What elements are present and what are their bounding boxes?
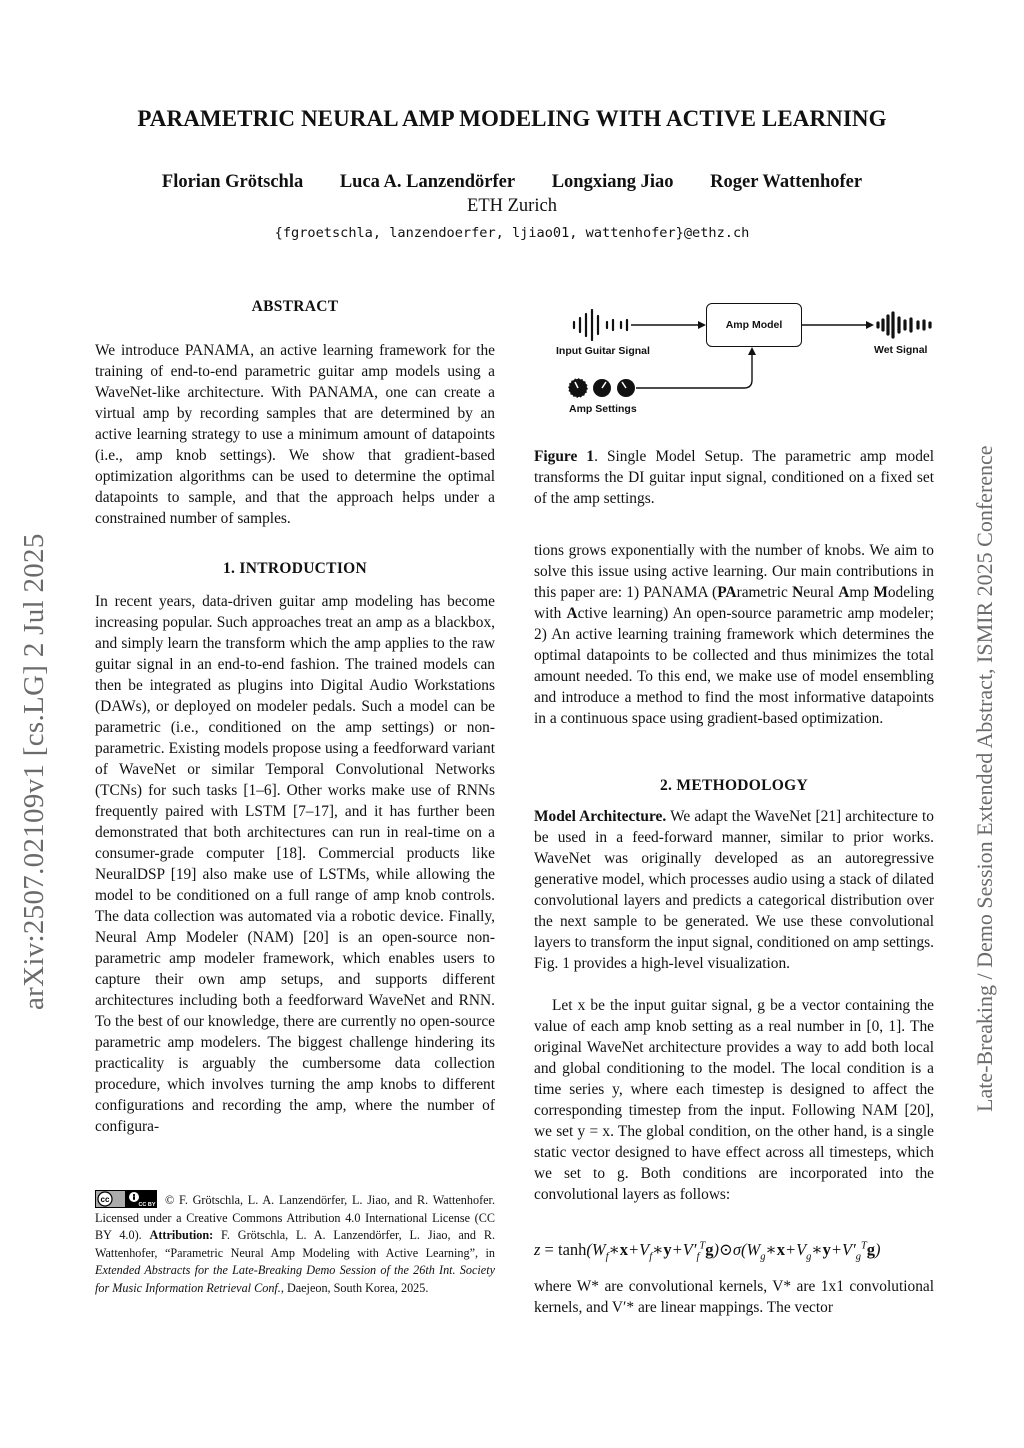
amp-knob-icons [569, 379, 635, 397]
affiliation: ETH Zurich [467, 196, 557, 216]
venue-name: Extended Abstracts for the Late-Breaking Demo Session of the 26th Int. Society for Music Information Retrieval Conf. [95, 1263, 495, 1295]
input-signal-label: Input Guitar Signal [556, 345, 650, 357]
input-waveform-icon [574, 310, 627, 340]
output-waveform-icon [878, 313, 930, 337]
attribution-label: Attribution: [149, 1228, 214, 1242]
author-name: Roger Wattenhofer [710, 172, 863, 192]
svg-text:cc: cc [100, 1195, 110, 1204]
amp-model-label: Amp Model [725, 319, 783, 331]
caption-label: Figure 1 [534, 448, 595, 465]
amp-settings-label: Amp Settings [569, 403, 637, 415]
caption-text: . Single Model Setup. The parametric amp model transforms the DI guitar input signal, conditioned on a fixed set of the amp settings. [534, 448, 935, 507]
amp-model-box [706, 303, 802, 347]
paper-title: PARAMETRIC NEURAL AMP MODELING WITH ACTIVE LEARNING [137, 106, 887, 131]
model-architecture-paragraph: Model Architecture. We adapt the WaveNet [21] architecture to be used in a feed-forward manner, similar to prior works. WaveNet was originally developed as an autoregressive generative model, which processes audio using a stack of dilated convolutional layers and predicts a categorical distribution over the next sample to be generated. We use these convolutional layers to transform the input signal, conditioned on amp settings. Fig. 1 provides a high-level visualization. [534, 808, 934, 972]
introduction-text: In recent years, data-driven guitar amp modeling has become increasing popular. Such approaches treat an amp as a blackbox, and simply learn the transform which the amp applies to the raw guitar signal in an end-to-end fashion. The trained models can then be integrated as plugins into Digital Audio Workstations (DAWs), or deployed on modeler pedals. Such a model can be parametric (i.e., conditioned on the amp settings) or non-parametric. Existing models propose using a feedforward variant of WaveNet or similar Temporal Convolutional Networks (TCNs) for such tasks [1–6]. Other works make use of RNNs frequently paired with LSTM [7–17], and it has further been demonstrated that both architectures can run in real-time on a consumer-grade computer [18]. Commercial products like NeuralDSP [19] also make use of LSTMs, while allowing the model to be conditioned on a full range of amp knob controls. The data collection was automated via a robotic device. Finally, Neural Amp Modeler (NAM) [20] is an open-source non-parametric amp modeler framework, which enables users to capture their own amp setups, and supports different architectures including both a feedforward WaveNet and RNN. To the best of our knowledge, there are currently no open-source parametric amp modelers. The biggest challenge hindering its practicality is arguably the cumbersome data collection procedure, which involves turning the amp knobs to different configurations and recording the amp, where the number of configura- [95, 593, 495, 1135]
methodology-heading: 2. METHODOLOGY [659, 777, 808, 794]
abstract-heading: ABSTRACT [251, 298, 339, 315]
author-name: Longxiang Jiao [551, 172, 674, 192]
figure-1-caption [534, 446, 934, 509]
author-name: Luca A. Lanzendörfer [339, 172, 516, 192]
arxiv-stamp: arXiv:2507.02109v1 [cs.LG] 2 Jul 2025 [18, 533, 50, 1010]
footnote-text: © F. Grötschla, L. A. Lanzendörfer, L. Jiao, and R. Wattenhofer. Licensed under a Creative Commons Attribution 4.0 International License (CC BY 4.0). [95, 1193, 495, 1242]
abstract-text: We introduce PANAMA, an active learning framework for the training of end-to-end parametric guitar amp models using a WaveNet-like architecture. With PANAMA, one can create a virtual amp by recording samples that are determined by an active learning strategy to use a minimum amount of datapoints (i.e., amp knob settings). We show that gradient-based optimization algorithms can be used to determine the optimal datapoints to sample, and that the approach helps under a constrained number of samples. [95, 342, 495, 527]
author-list [0, 172, 1024, 193]
conference-side-note: Late-Breaking / Demo Session Extended Abstract, ISMIR 2025 Conference [972, 445, 997, 1112]
gated-activation-equation: $z = \tanh(W_f∗x+V_f∗y+V'_f^Tg)⊙\sigma(W_g∗x+V_g∗y+V'_g^Tg)$ [534, 1240, 881, 1263]
wet-signal-label: Wet Signal [874, 344, 928, 356]
introduction-heading: 1. INTRODUCTION [222, 560, 367, 577]
intro-continued-text: tions grows exponentially with the number of knobs. We aim to solve this issue using active learning. Our main contributions in this paper are: 1) PANAMA (PArametric Neural Amp Modeling with Active learning) An open-source parametric amp modeler; 2) An active learning training framework which determines the optimal datapoints to be collected and thus minimizes the total amount needed. To this end, we make use of model ensembling and introduce a method to find the most informative datapoints in a continuous space using gradient-based optimization. [534, 542, 935, 727]
model-architecture-label: Model Architecture. [534, 808, 667, 825]
svg-text:CC BY: CC BY [138, 1202, 156, 1208]
conditioning-paragraph: Let x be the input guitar signal, g be a vector containing the value of each amp knob setting as a real number in [0, 1]. The original WaveNet architecture provides a way to add both local and global conditioning to the model. The local condition is a time series y, where each timestep is designed to affect the corresponding timestep from the input. Following NAM [20], we set y = x. The global condition, on the other hand, is a single static vector designed to have effect across all timesteps, which we set to g. Both conditions are incorporated into the convolutional layers as follows: [534, 997, 934, 1203]
footnote-text: , Daejeon, South Korea, 2025. [280, 1280, 429, 1295]
cc-license-badge [95, 1190, 157, 1208]
footnote-text: F. Grötschla, L. A. Lanzendörfer, L. Jiao, and R. Wattenhofer, “Parametric Neural Amp Modeling with Active Learning”, in [95, 1228, 496, 1260]
equation-explanation-text: where W* are convolutional kernels, V* are 1x1 convolutional kernels, and V′* are linear mappings. The vector [534, 1278, 934, 1316]
author-name: Florian Grötschla [161, 172, 304, 192]
author-emails: {fgroetschla, lanzendoerfer, ljiao01, wattenhofer}@ethz.ch [274, 225, 750, 241]
copyright-footnote [95, 1190, 495, 1297]
